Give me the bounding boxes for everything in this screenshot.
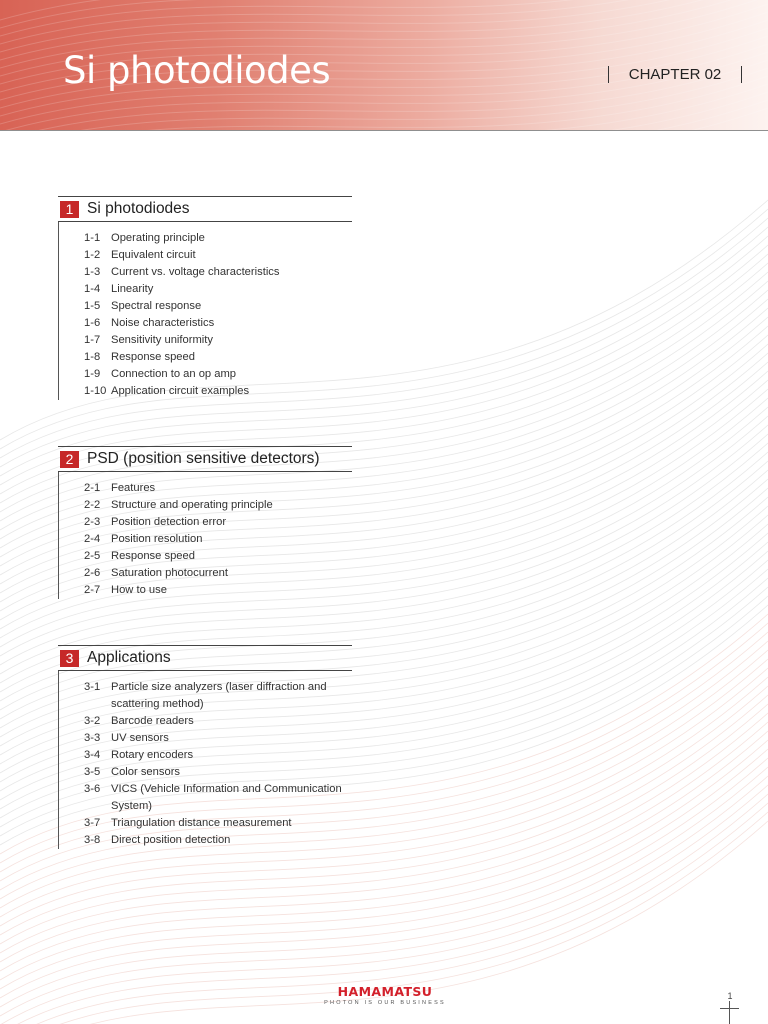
section-heading <box>58 446 352 472</box>
toc-item-label: Spectral response <box>111 300 202 312</box>
toc-item <box>84 832 352 849</box>
toc-item-label: Saturation photocurrent <box>111 567 228 579</box>
toc-item <box>84 332 352 349</box>
toc-item-number: 3-6 <box>84 783 101 795</box>
toc-item <box>84 366 352 383</box>
toc-item-number: 2-7 <box>84 584 101 596</box>
toc-item-number: 1-7 <box>84 334 101 346</box>
toc-item <box>84 582 352 599</box>
toc-item-number: 3-7 <box>84 817 101 829</box>
toc-item-number: 2-2 <box>84 499 101 511</box>
toc-item-label: Structure and operating principle <box>111 499 273 511</box>
toc-section-applications <box>58 645 352 849</box>
toc-item-label: Rotary encoders <box>111 749 194 761</box>
toc-item <box>84 815 352 832</box>
toc-item <box>84 264 352 281</box>
logo-wordmark: HAMAMATSU <box>337 984 433 999</box>
toc-item-label: Application circuit examples <box>111 385 250 397</box>
toc-item <box>84 349 352 366</box>
logo-tagline: PHOTON IS OUR BUSINESS <box>324 1000 446 1006</box>
section-item-list <box>58 222 352 400</box>
toc-item <box>84 531 352 548</box>
toc-item-label: VICS (Vehicle Information and Communication System) <box>111 783 342 812</box>
toc-item-label: Noise characteristics <box>111 317 215 329</box>
toc-item-label: UV sensors <box>111 732 169 744</box>
toc-item-number: 3-5 <box>84 766 101 778</box>
toc-item-label: Sensitivity uniformity <box>111 334 213 346</box>
toc-item-number: 1-9 <box>84 368 101 380</box>
toc-item-label: Response speed <box>111 351 195 363</box>
page-title: Si photodiodes <box>63 49 331 92</box>
toc-item <box>84 730 352 747</box>
toc-item-number: 3-3 <box>84 732 101 744</box>
toc-item <box>84 247 352 264</box>
toc-item <box>84 480 352 497</box>
toc-item <box>84 679 352 713</box>
toc-item <box>84 747 352 764</box>
toc-item-number: 2-1 <box>84 482 101 494</box>
toc-item <box>84 497 352 514</box>
toc-item-number: 2-4 <box>84 533 101 545</box>
section-number-badge: 1 <box>60 201 79 218</box>
toc-item <box>84 565 352 582</box>
toc-item-label: Connection to an op amp <box>111 368 237 380</box>
toc-item <box>84 383 352 400</box>
section-heading <box>58 645 352 671</box>
toc-item-number: 1-1 <box>84 232 101 244</box>
section-heading <box>58 196 352 222</box>
toc-item-label: Position resolution <box>111 533 203 545</box>
toc-item-number: 2-3 <box>84 516 101 528</box>
page-number: 1 <box>727 991 733 1001</box>
toc-item-label: Triangulation distance measurement <box>111 817 292 829</box>
section-number-badge: 3 <box>60 650 79 667</box>
toc-section-psd <box>58 446 352 599</box>
toc-item-label: Direct position detection <box>111 834 231 846</box>
toc-item <box>84 514 352 531</box>
toc-item <box>84 315 352 332</box>
section-title: Si photodiodes <box>87 200 190 217</box>
toc-item-label: How to use <box>111 584 167 596</box>
toc-item <box>84 298 352 315</box>
toc-item-number: 1-4 <box>84 283 101 295</box>
toc-item-number: 1-8 <box>84 351 101 363</box>
toc-item-label: Equivalent circuit <box>111 249 196 261</box>
toc-item-number: 1-5 <box>84 300 101 312</box>
chapter-label: CHAPTER 02 <box>608 66 742 83</box>
chapter-header <box>0 0 768 131</box>
toc-item-label: Operating principle <box>111 232 205 244</box>
toc-item-number: 3-4 <box>84 749 101 761</box>
toc-item-number: 1-3 <box>84 266 101 278</box>
toc-item-label: Response speed <box>111 550 195 562</box>
toc-item-label: Features <box>111 482 156 494</box>
toc-item-number: 3-2 <box>84 715 101 727</box>
section-title: PSD (position sensitive detectors) <box>87 450 320 467</box>
section-item-list <box>58 472 352 599</box>
toc-item <box>84 713 352 730</box>
page-corner-mark-horizontal <box>720 1008 739 1009</box>
toc-item-label: Color sensors <box>111 766 181 778</box>
toc-item <box>84 281 352 298</box>
toc-item-number: 3-1 <box>84 681 101 693</box>
page-corner-mark <box>729 1001 730 1024</box>
toc-item-label: Barcode readers <box>111 715 194 727</box>
toc-item-number: 2-6 <box>84 567 101 579</box>
toc-item-number: 3-8 <box>84 834 101 846</box>
toc-item <box>84 548 352 565</box>
toc-item-label: Linearity <box>111 283 154 295</box>
toc-item-number: 1-6 <box>84 317 101 329</box>
toc-item-number: 1-10 <box>84 385 107 397</box>
section-title: Applications <box>87 649 171 666</box>
section-item-list <box>58 671 352 849</box>
toc-item-label: Particle size analyzers (laser diffraction and scattering method) <box>111 681 327 710</box>
toc-item <box>84 781 352 815</box>
toc-item <box>84 764 352 781</box>
toc-item-number: 2-5 <box>84 550 101 562</box>
toc-item <box>84 230 352 247</box>
toc-item-label: Current vs. voltage characteristics <box>111 266 280 278</box>
toc-section-si-photodiodes <box>58 196 352 400</box>
toc-item-label: Position detection error <box>111 516 227 528</box>
section-number-badge: 2 <box>60 451 79 468</box>
hamamatsu-logo <box>290 984 480 1006</box>
toc-item-number: 1-2 <box>84 249 101 261</box>
